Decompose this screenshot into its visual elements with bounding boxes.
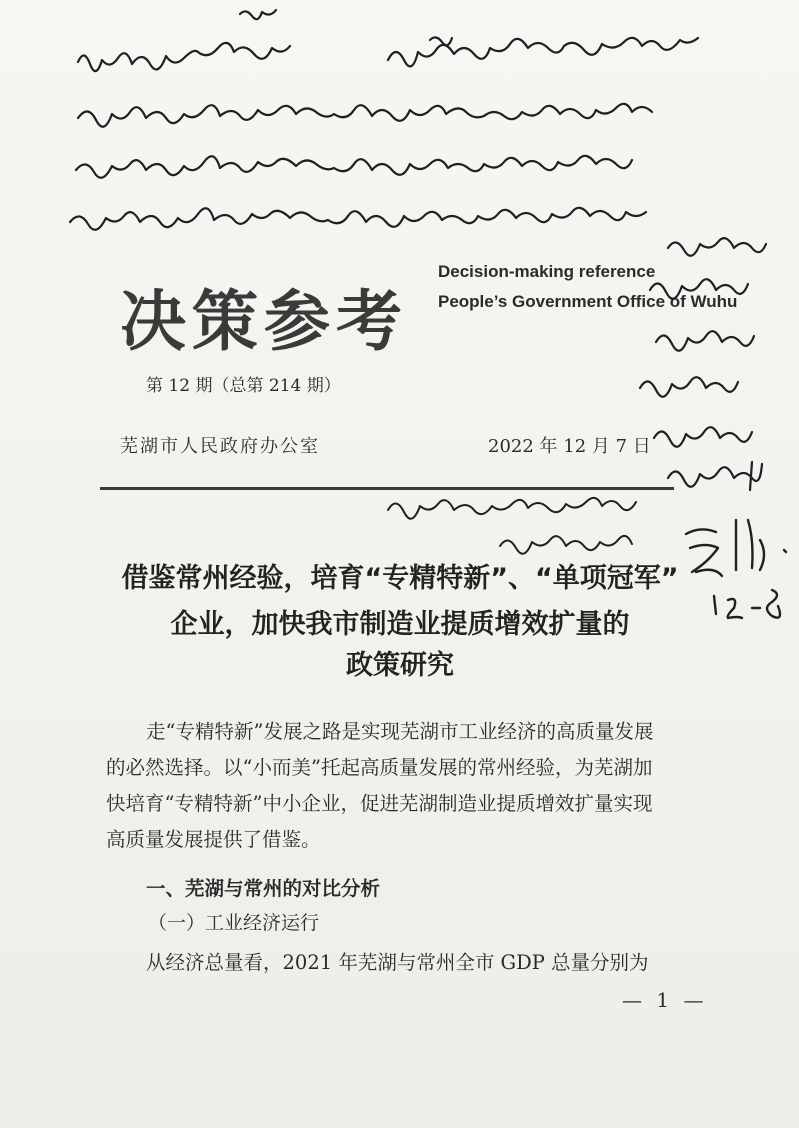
- body-text-line: 从经济总量看，2021 年芜湖与常州全市 GDP 总量分别为: [146, 951, 649, 974]
- issue-date: 2022 年 12 月 7 日: [488, 436, 651, 457]
- section-heading: 一、芜湖与常州的对比分析: [146, 877, 381, 900]
- masthead-english-office: People’s Government Office of Wuhu: [438, 292, 738, 311]
- intro-paragraph: [106, 714, 706, 858]
- article-title-line-2: 企业，加快我市制造业提质增效扩量的: [170, 609, 630, 640]
- intro-line: 走“专精特新”发展之路是实现芜湖市工业经济的高质量发展: [146, 720, 654, 743]
- article-title-line-3: 政策研究: [346, 650, 454, 681]
- masthead-english-title: Decision-making reference: [438, 262, 656, 281]
- intro-line: 的必然选择。以“小而美”托起高质量发展的常州经验，为芜湖加: [106, 756, 653, 779]
- subsection-heading: （一）工业经济运行: [148, 912, 320, 934]
- masthead-title: 决策参考: [120, 282, 408, 360]
- header-divider: [100, 487, 674, 490]
- issuing-office: 芜湖市人民政府办公室: [120, 436, 320, 457]
- intro-line: 快培育“专精特新”中小企业，促进芜湖制造业提质增效扩量实现: [106, 792, 653, 815]
- intro-line: 高质量发展提供了借鉴。: [106, 828, 321, 851]
- issue-number: 第 12 期（总第 214 期）: [146, 376, 341, 396]
- page-number: — 1 —: [622, 988, 708, 1012]
- article-title-line-1: 借鉴常州经验，培育“专精特新”、“单项冠军”: [121, 563, 679, 594]
